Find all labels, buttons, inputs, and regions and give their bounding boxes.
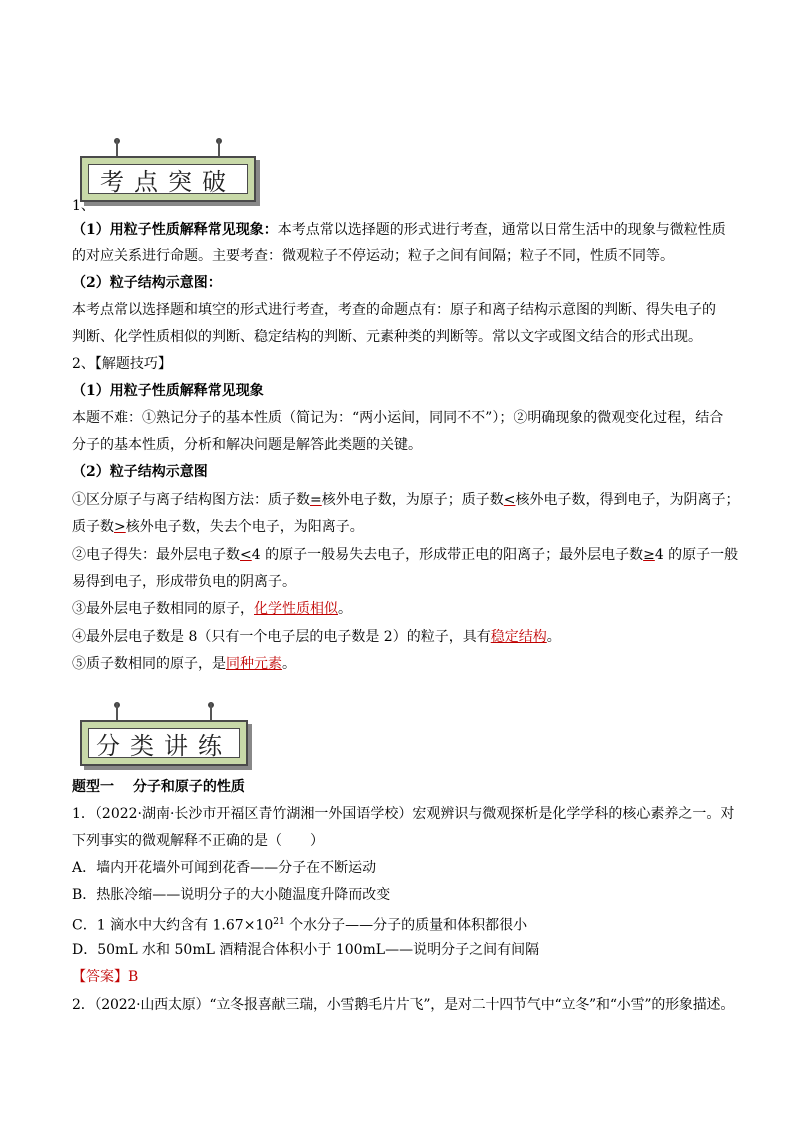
hanger-string [210, 702, 212, 722]
s1-p2-text-1: 本考点常以选择题和填空的形式进行考查，考查的命题点有：原子和离子结构示意图的判断、得失电子的 [72, 302, 716, 318]
banner-title: 分类讲练 [88, 728, 240, 758]
s2-item-1 [72, 490, 742, 510]
q1-c-exponent: 21 [273, 917, 285, 927]
q2-stem-1: 2．（2022·山西太原）“立冬报喜献三瑞，小雪鹅毛片片飞”，是对二十四节气中“立冬”和“小雪”的形象描述。 [72, 997, 735, 1013]
q1-c-pre: C．1 滴水中大约含有 1.67×10 [72, 917, 274, 934]
s2-l5b: 。 [338, 601, 352, 617]
banner-board [80, 156, 256, 202]
q1-stem-1: 1．（2022·湖南·长沙市开福区青竹湖湘一外国语学校）宏观辨识与微观探析是化学学科的核心素养之一。对 [72, 806, 735, 822]
s2-item-2 [72, 545, 742, 565]
s2-l2a: 质子数 [72, 519, 114, 535]
s2-title: 2、【解题技巧】 [72, 356, 172, 372]
s2-l2b: 核外电子数，失去个电子，为阳离子。 [125, 519, 364, 535]
s1-p2-text-2: 判断、化学性质相似的判断、稳定结构的判断、元素种类的判断等。常以文字或图文结合的形式出现。 [72, 329, 702, 345]
s2-p1-text-1: 本题不难：①熟记分子的基本性质（简记为：“两小运间，同同不不”）；②明确现象的微观变化过程，结合 [72, 410, 724, 426]
hanger-string [116, 702, 118, 722]
s2-l6a: ④最外层电子数是 8（只有一个电子层的电子数是 2）的粒子，具有 [72, 629, 491, 645]
s2-l1-lt: < [503, 492, 516, 508]
q1-option-c [72, 912, 742, 936]
s2-l1b: 核外电子数，为原子；质子数 [321, 492, 504, 508]
s2-item-4 [72, 627, 742, 647]
s2-l6b: 。 [546, 629, 561, 645]
s2-l3a: ②电子得失：最外层电子数 [72, 547, 240, 563]
s2-item-2-cont: 易得到电子，形成带负电的阴离子。 [72, 574, 296, 590]
s1-paragraph-1 [72, 220, 742, 240]
s2-l5a: ③最外层电子数相同的原子， [72, 601, 254, 617]
q1-option-a: A．墙内开花墙外可闻到花香——分子在不断运动 [72, 860, 377, 876]
s1-p1-text: 本考点常以选择题的形式进行考查，通常以日常生活中的现象与微粒性质 [277, 222, 726, 238]
s2-l3b: 4 的原子一般易失去电子，形成带正电的阳离子；最外层电子数 [251, 547, 644, 563]
s2-l1a: ①区分原子与离子结构图方法：质子数 [72, 492, 310, 508]
section-number: 1、 [72, 198, 95, 214]
banner-board [80, 720, 248, 766]
s2-item-1-cont [72, 517, 742, 537]
banner-title: 考点突破 [88, 164, 248, 194]
s2-l2-gt: > [114, 519, 126, 535]
s2-l7b: 。 [282, 656, 296, 672]
s1-p1-label: （1）用粒子性质解释常见现象： [72, 222, 278, 238]
hanger-string [116, 138, 118, 158]
s2-l6-underline: 稳定结构 [490, 629, 547, 645]
banner-kaodian-tupo [80, 138, 262, 228]
s2-item-3 [72, 599, 742, 619]
s2-p2-label: （2）粒子结构示意图 [72, 464, 208, 480]
s1-paragraph-1-cont: 的对应关系进行命题。主要考查：微观粒子不停运动；粒子之间有间隔；粒子不同，性质不同等。 [72, 248, 674, 264]
s2-l3-ge: ≥ [643, 547, 655, 563]
q1-option-d: D．50mL 水和 50mL 酒精混合体积小于 100mL——说明分子之间有间隔 [72, 942, 540, 958]
hanger-string [218, 138, 220, 158]
s2-l5-underline: 化学性质相似 [254, 601, 338, 617]
answer-label: 【答案】 [72, 969, 128, 985]
s2-p1-label: （1）用粒子性质解释常见现象 [72, 383, 264, 399]
s1-p2-label: （2）粒子结构示意图： [72, 275, 222, 291]
s2-item-5 [72, 654, 742, 674]
q1-answer [72, 967, 742, 987]
s2-l7a: ⑤质子数相同的原子，是 [72, 656, 226, 672]
q1-c-post: 个水分子——分子的质量和体积都很小 [284, 917, 528, 934]
s2-l3c: 4 的原子一般 [654, 547, 739, 563]
s2-l1c: 核外电子数，得到电子，为阴离子； [515, 492, 740, 508]
s2-l7-underline: 同种元素 [226, 656, 282, 672]
q1-option-b: B．热胀冷缩——说明分子的大小随温度升降而改变 [72, 887, 391, 903]
q1-stem-2: 下列事实的微观解释不正确的是（ ） [72, 833, 324, 849]
s2-l3-lt: < [240, 547, 252, 563]
s2-p1-text-2: 分子的基本性质，分析和解决问题是解答此类题的关键。 [72, 437, 422, 453]
s2-l1-eq: = [310, 492, 322, 508]
question-type-title: 题型一 分子和原子的性质 [72, 779, 245, 795]
answer-value: B [128, 969, 139, 985]
